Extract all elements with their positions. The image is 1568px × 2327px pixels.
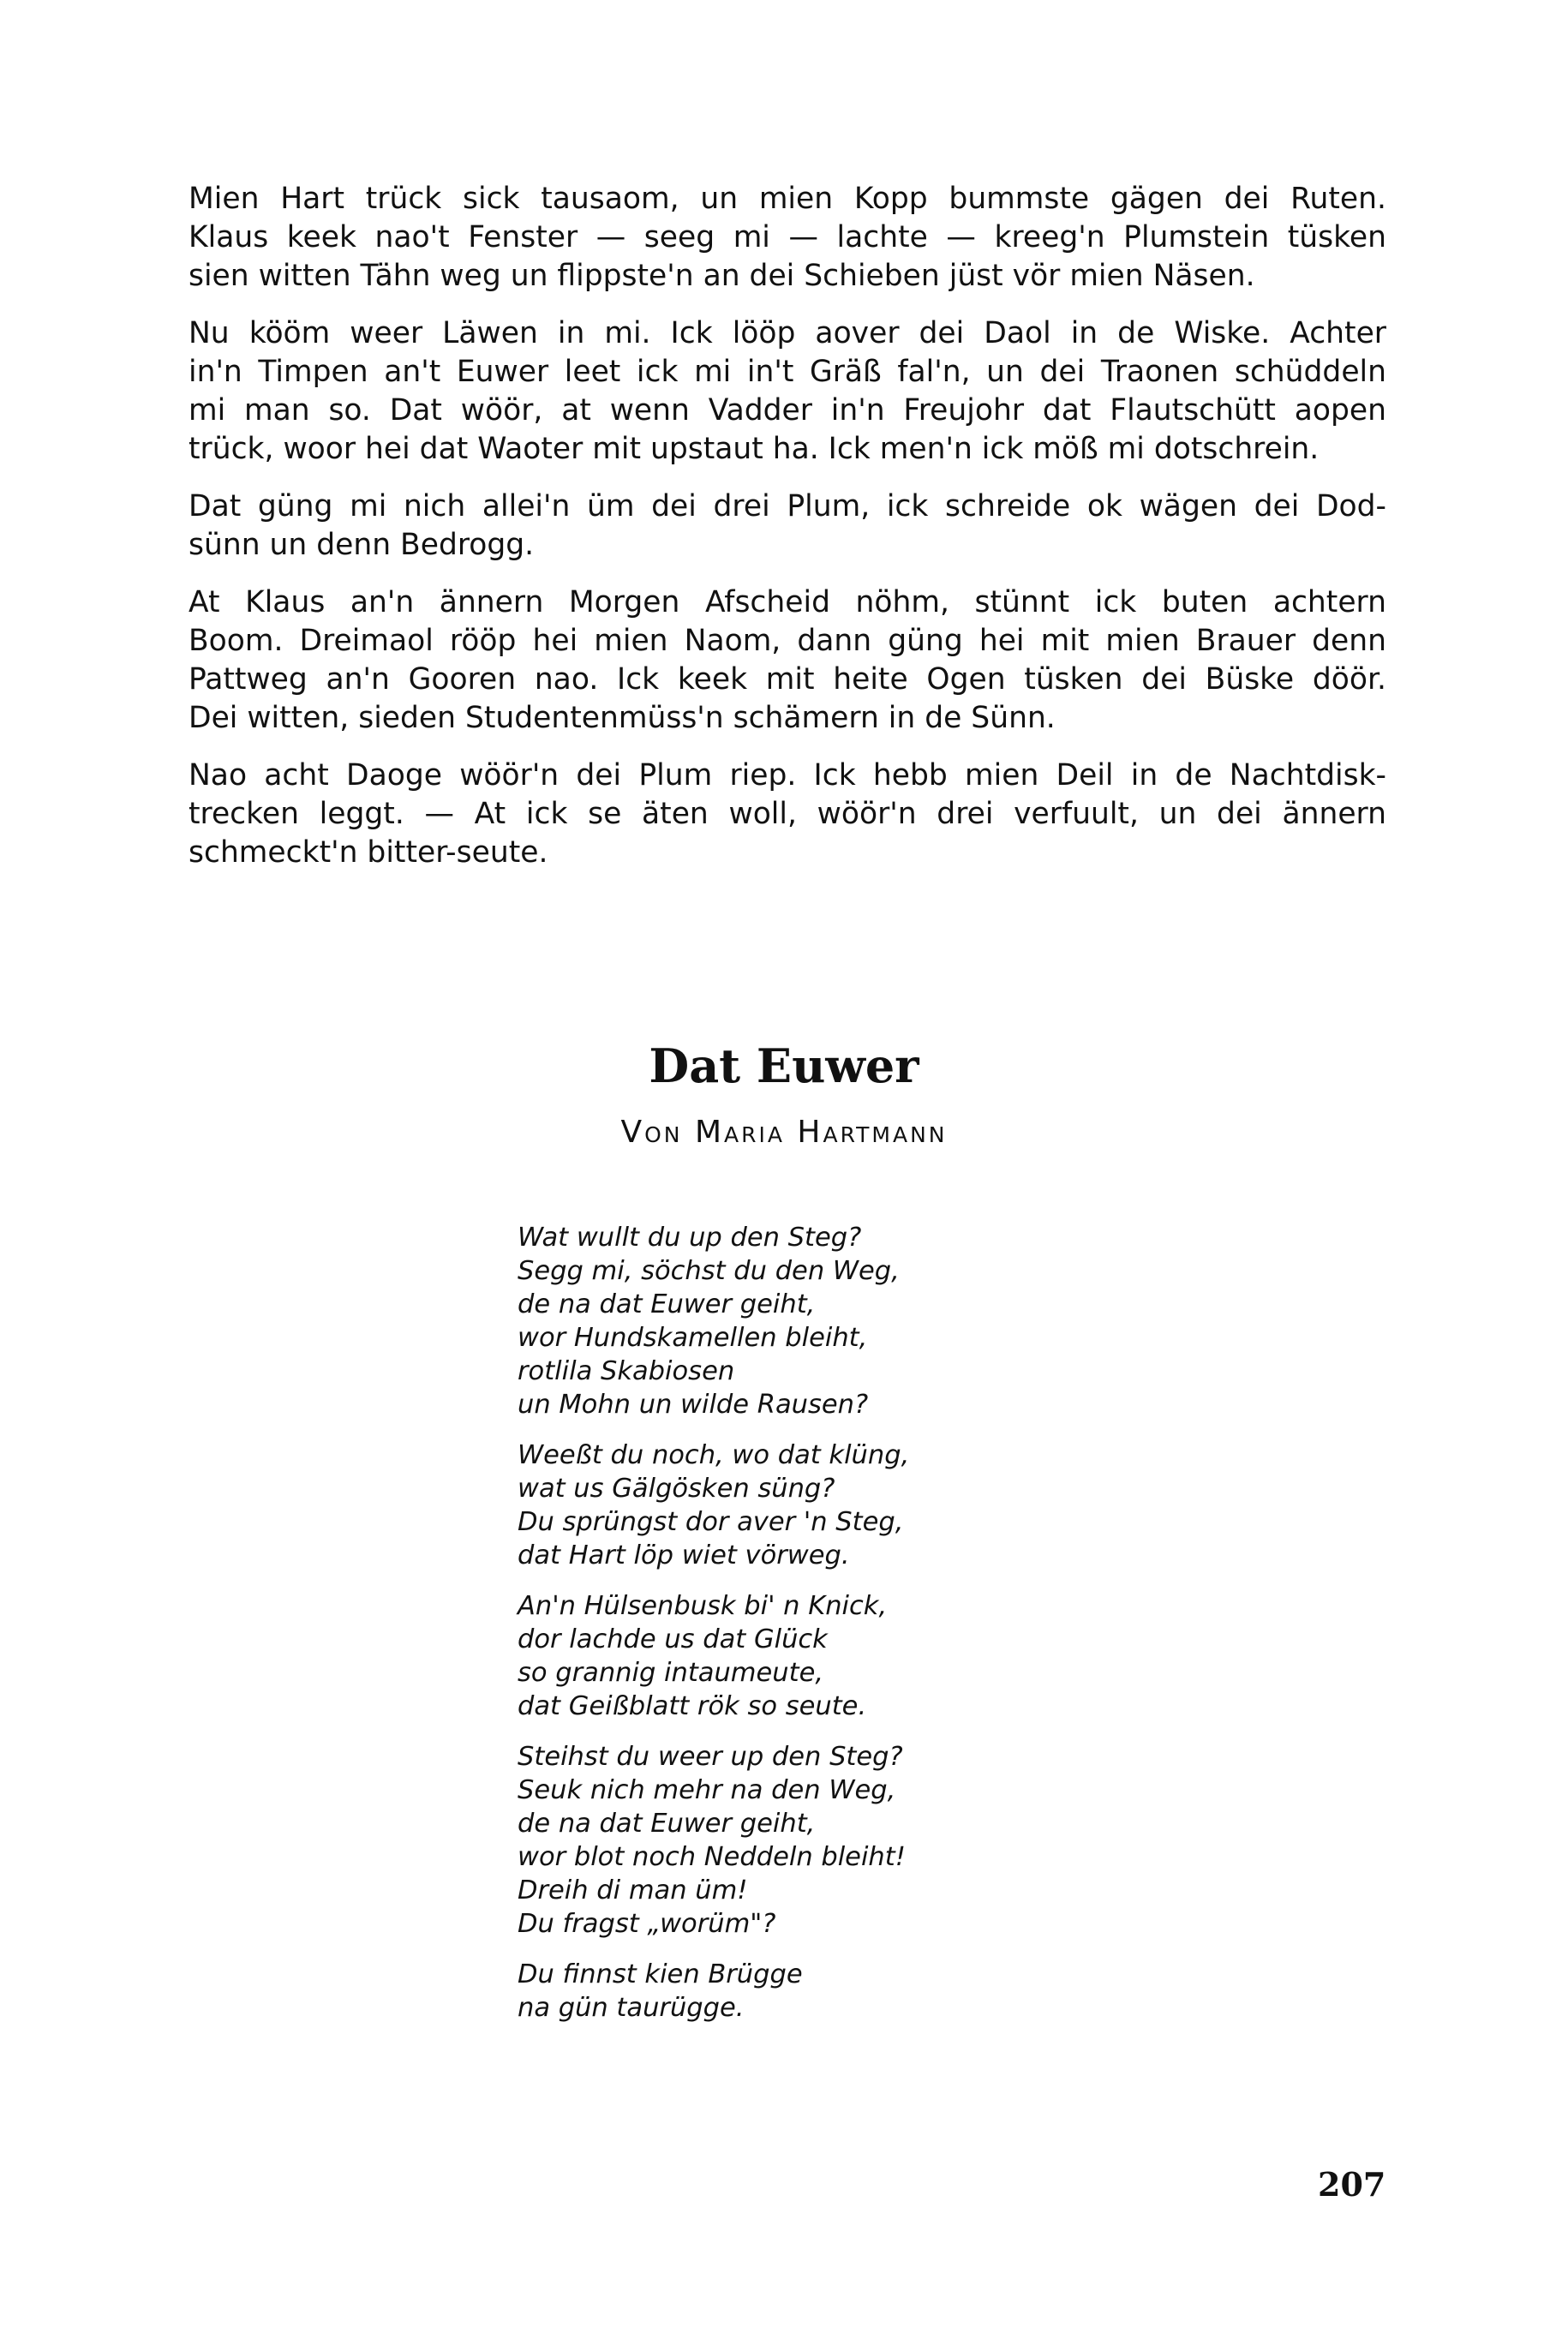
verse-line: wor blot noch Neddeln bleiht! xyxy=(518,1842,906,1872)
text-line: Dat güng mi nich allei'n üm dei drei Plum, ick schreide ok wägen dei Dod- xyxy=(189,489,1386,523)
text-line: sünn un denn Bedrogg. xyxy=(189,528,535,562)
text-line: Dei witten, sieden Studentenmüss'n schämern in de Sünn. xyxy=(189,701,1056,735)
poem-title: Dat Euwer xyxy=(649,1038,919,1093)
verse-line: dat Geißblatt rök so seute. xyxy=(518,1691,867,1721)
verse-line: Weeßt du noch, wo dat klüng, xyxy=(518,1440,910,1470)
verse-line: Steihst du weer up den Steg? xyxy=(518,1742,903,1772)
verse-line: wat us Gälgösken süng? xyxy=(518,1474,835,1504)
verse-line: Segg mi, söchst du den Weg, xyxy=(518,1256,900,1286)
verse-line: dat Hart löp wiet vörweg. xyxy=(518,1540,850,1570)
text-line: trecken leggt. — At ick se äten woll, wöör'n drei verfuult, un dei ännern xyxy=(189,797,1386,831)
verse-line: Du sprüngst dor aver 'n Steg, xyxy=(518,1507,904,1537)
verse-line: Du finnst kien Brügge xyxy=(518,1959,803,1989)
text-line: Nu kööm weer Läwen in mi. Ick lööp aover dei Daol in de Wiske. Achter xyxy=(189,316,1386,350)
verse-line: Du fragst „worüm"? xyxy=(518,1909,776,1939)
prose-section xyxy=(189,180,1386,891)
verse-line: Wat wullt du up den Steg? xyxy=(518,1223,862,1253)
poem-body xyxy=(518,1221,1049,2042)
poem-author: Von Maria Hartmann xyxy=(620,1115,948,1150)
text-line: Nao acht Daoge wöör'n dei Plum riep. Ick hebb mien Deil in de Nachtdisk- xyxy=(189,758,1386,793)
paragraph-5 xyxy=(189,757,1386,872)
text-line: Klaus keek nao't Fenster — seeg mi — lachte — kreeg'n Plumstein tüsken xyxy=(189,220,1386,254)
verse-line: so grannig intaumeute, xyxy=(518,1658,824,1688)
paragraph-1 xyxy=(189,180,1386,296)
verse-line: Dreih di man üm! xyxy=(518,1875,748,1905)
stanza-5 xyxy=(518,1958,1049,2025)
text-line: mi man so. Dat wöör, at wenn Vadder in'n Freujohr dat Flautschütt aopen xyxy=(189,393,1386,428)
verse-line: de na dat Euwer geiht, xyxy=(518,1289,816,1319)
paragraph-2 xyxy=(189,314,1386,469)
text-line: trück, woor hei dat Waoter mit upstaut ha. Ick men'n ick möß mi dotschrein. xyxy=(189,432,1320,466)
text-line: Boom. Dreimaol rööp hei mien Naom, dann güng hei mit mien Brauer denn xyxy=(189,624,1386,658)
verse-line: na gün taurügge. xyxy=(518,1993,745,2023)
text-line: schmeckt'n bitter-seute. xyxy=(189,835,548,870)
text-line: sien witten Tähn weg un flippste'n an dei Schieben jüst vör mien Näsen. xyxy=(189,259,1255,293)
verse-line: Seuk nich mehr na den Weg, xyxy=(518,1775,896,1805)
stanza-1 xyxy=(518,1221,1049,1421)
verse-line: dor lachde us dat Glück xyxy=(518,1624,828,1654)
verse-line: un Mohn un wilde Rausen? xyxy=(518,1390,869,1420)
stanza-3 xyxy=(518,1589,1049,1723)
text-line: in'n Timpen an't Euwer leet ick mi in't Gräß fal'n, un dei Traonen schüddeln xyxy=(189,355,1386,389)
page-number: 207 xyxy=(1318,2165,1386,2204)
verse-line: de na dat Euwer geiht, xyxy=(518,1809,816,1839)
verse-line: An'n Hülsenbusk bi' n Knick, xyxy=(518,1591,888,1621)
verse-line: wor Hundskamellen bleiht, xyxy=(518,1323,868,1353)
text-line: Mien Hart trück sick tausaom, un mien Kopp bummste gägen dei Ruten. xyxy=(189,182,1386,216)
paragraph-3 xyxy=(189,488,1386,565)
text-line: At Klaus an'n ännern Morgen Afscheid nöhm, stünnt ick buten achtern xyxy=(189,585,1386,619)
text-line: Pattweg an'n Gooren nao. Ick keek mit heite Ogen tüsken dei Büske döör. xyxy=(189,662,1386,697)
stanza-2 xyxy=(518,1439,1049,1572)
verse-line: rotlila Skabiosen xyxy=(518,1356,735,1386)
stanza-4 xyxy=(518,1740,1049,1941)
paragraph-4 xyxy=(189,583,1386,738)
